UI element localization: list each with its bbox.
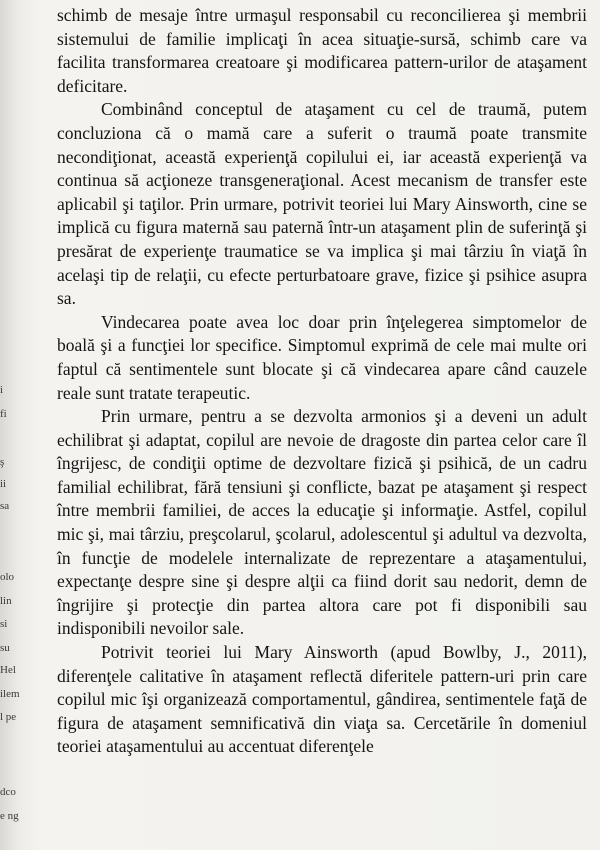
margin-fragment: si	[0, 618, 8, 630]
paragraph: Vindecarea poate avea loc doar prin înţelegerea simptomelor de boală şi a funcţiei lor specifice. Simptomul exprimă de cele mai multe ori faptul că sentimentele sunt blocate şi că vindecarea apare când cauzele reale sunt tratate terapeutic.	[57, 311, 587, 403]
margin-fragment: Hel	[0, 664, 16, 676]
margin-fragment: e ng	[0, 810, 19, 822]
margin-fragment: su	[0, 642, 10, 654]
margin-fragment: ilem	[0, 688, 20, 700]
margin-fragment: ii	[0, 478, 7, 490]
paragraph: Potrivit teoriei lui Mary Ainsworth (apud Bowlby, J., 2011), diferenţele calitative în ataşament reflectă diferitele pattern-uri prin care copilul mic îşi organizează comportamentul, gândirea, sentimentele faţă de figura de ataşament semnificativă din viaţa sa. Cercetările în domeniul teoriei ataşamentului au accentuat diferenţele	[57, 642, 587, 757]
margin-fragment: dco	[0, 786, 16, 798]
body-text	[57, 4, 587, 759]
facing-page-edge	[0, 0, 20, 850]
margin-fragment: l pe	[0, 711, 17, 723]
margin-fragment: lin	[0, 595, 12, 607]
margin-fragment: i	[0, 384, 4, 396]
margin-fragment: fi	[0, 408, 7, 420]
margin-fragment: ş	[0, 456, 5, 468]
paragraph: Prin urmare, pentru a se dezvolta armonios şi a deveni un adult echilibrat şi adaptat, copilul are nevoie de dragoste din partea celor care îl îngrijesc, de condiţii optime de dezvoltare fizică şi psihică, de un cadru familial echilibrat, fără tensiuni şi conflicte, bazat pe ataşament şi respect între membrii familiei, de acces la educaţie şi informaţie. Astfel, copilul mic şi, mai târziu, preşcolarul, şcolarul, adolescentul şi adultul va dezvolta, în funcţie de modelele internalizate de reprezentare a ataşamentului, expectanţe despre sine şi despre alţii ca fiind dorit sau nedorit, demn de îngrijire şi protecţie din partea altora care pot fi disponibili sau indisponibili nevoilor sale.	[57, 406, 587, 639]
paragraph: Combinând conceptul de ataşament cu cel de traumă, putem concluziona că o mamă care a suferit o traumă poate transmite necondiţionat, această experienţă copilului ei, iar această experienţă va continua să acţioneze transgeneraţional. Acest mecanism de transfer este aplicabil şi taţilor. Prin urmare, potrivit teoriei lui Mary Ainsworth, cine se implică cu figura maternă sau paternă într-un ataşament plin de suferinţă şi presărat de experienţe traumatice se va implica şi mai târziu în viaţă în acelaşi tip de relaţii, cu efecte perturbatoare grave, fizice şi psihice asupra sa.	[57, 99, 587, 309]
margin-fragment: olo	[0, 571, 15, 583]
margin-fragment: sa	[0, 500, 10, 512]
paragraph-continued: schimb de mesaje între urmaşul responsabil cu reconcilierea şi membrii sistemului de familie implicaţi în acea situaţie-sursă, schimb care va facilita transformarea creatoare şi modificarea pattern-urilor de ataşament deficitare.	[57, 5, 587, 96]
